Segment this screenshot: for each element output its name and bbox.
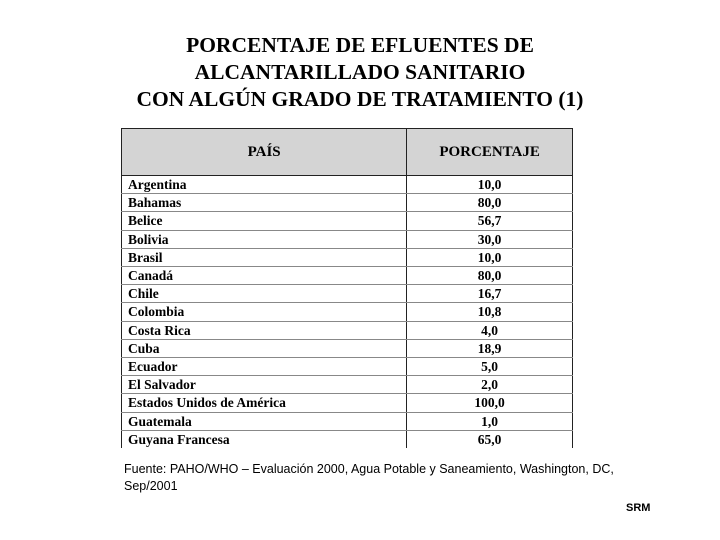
- cell-country: Belice: [122, 212, 407, 230]
- page-title: [0, 32, 720, 113]
- cell-percentage: 10,0: [407, 248, 573, 266]
- data-table: [121, 128, 573, 448]
- cell-country: Brasil: [122, 248, 407, 266]
- table-row: [122, 412, 573, 430]
- cell-percentage: 16,7: [407, 285, 573, 303]
- cell-percentage: 5,0: [407, 358, 573, 376]
- cell-country: Bahamas: [122, 194, 407, 212]
- cell-country: Canadá: [122, 267, 407, 285]
- cell-country: Argentina: [122, 176, 407, 194]
- table-row: [122, 303, 573, 321]
- cell-country: Cuba: [122, 339, 407, 357]
- table-row: [122, 394, 573, 412]
- title-line-1: PORCENTAJE DE EFLUENTES DE: [186, 33, 534, 57]
- cell-percentage: 2,0: [407, 376, 573, 394]
- table-row: [122, 176, 573, 194]
- table-row: [122, 194, 573, 212]
- cell-country: Colombia: [122, 303, 407, 321]
- cell-country: Bolivia: [122, 230, 407, 248]
- table-row: [122, 376, 573, 394]
- cell-percentage: 1,0: [407, 412, 573, 430]
- cell-percentage: 65,0: [407, 430, 573, 448]
- cell-percentage: 30,0: [407, 230, 573, 248]
- cell-percentage: 4,0: [407, 321, 573, 339]
- table-row: [122, 339, 573, 357]
- cell-country: Guyana Francesa: [122, 430, 407, 448]
- cell-country: Chile: [122, 285, 407, 303]
- footer-tag: SRM: [626, 502, 651, 514]
- table-row: [122, 358, 573, 376]
- cell-percentage: 10,0: [407, 176, 573, 194]
- table-row: [122, 430, 573, 448]
- source-note: Fuente: PAHO/WHO – Evaluación 2000, Agua Potable y Saneamiento, Washington, DC, Sep/2001: [124, 462, 614, 493]
- table-header-row: [122, 129, 573, 176]
- table-row: [122, 267, 573, 285]
- cell-country: Ecuador: [122, 358, 407, 376]
- cell-country: El Salvador: [122, 376, 407, 394]
- cell-percentage: 18,9: [407, 339, 573, 357]
- header-percentage: PORCENTAJE: [407, 129, 573, 176]
- title-line-3: CON ALGÚN GRADO DE TRATAMIENTO (1): [136, 87, 584, 111]
- cell-country: Estados Unidos de América: [122, 394, 407, 412]
- cell-percentage: 80,0: [407, 267, 573, 285]
- cell-country: Guatemala: [122, 412, 407, 430]
- table-row: [122, 212, 573, 230]
- table-row: [122, 230, 573, 248]
- header-country: PAÍS: [122, 129, 407, 176]
- cell-percentage: 10,8: [407, 303, 573, 321]
- cell-percentage: 56,7: [407, 212, 573, 230]
- table-row: [122, 285, 573, 303]
- table-row: [122, 248, 573, 266]
- cell-percentage: 100,0: [407, 394, 573, 412]
- table-body: [122, 176, 573, 449]
- cell-percentage: 80,0: [407, 194, 573, 212]
- table-container: [121, 128, 573, 448]
- cell-country: Costa Rica: [122, 321, 407, 339]
- title-line-2: ALCANTARILLADO SANITARIO: [194, 60, 526, 84]
- table-row: [122, 321, 573, 339]
